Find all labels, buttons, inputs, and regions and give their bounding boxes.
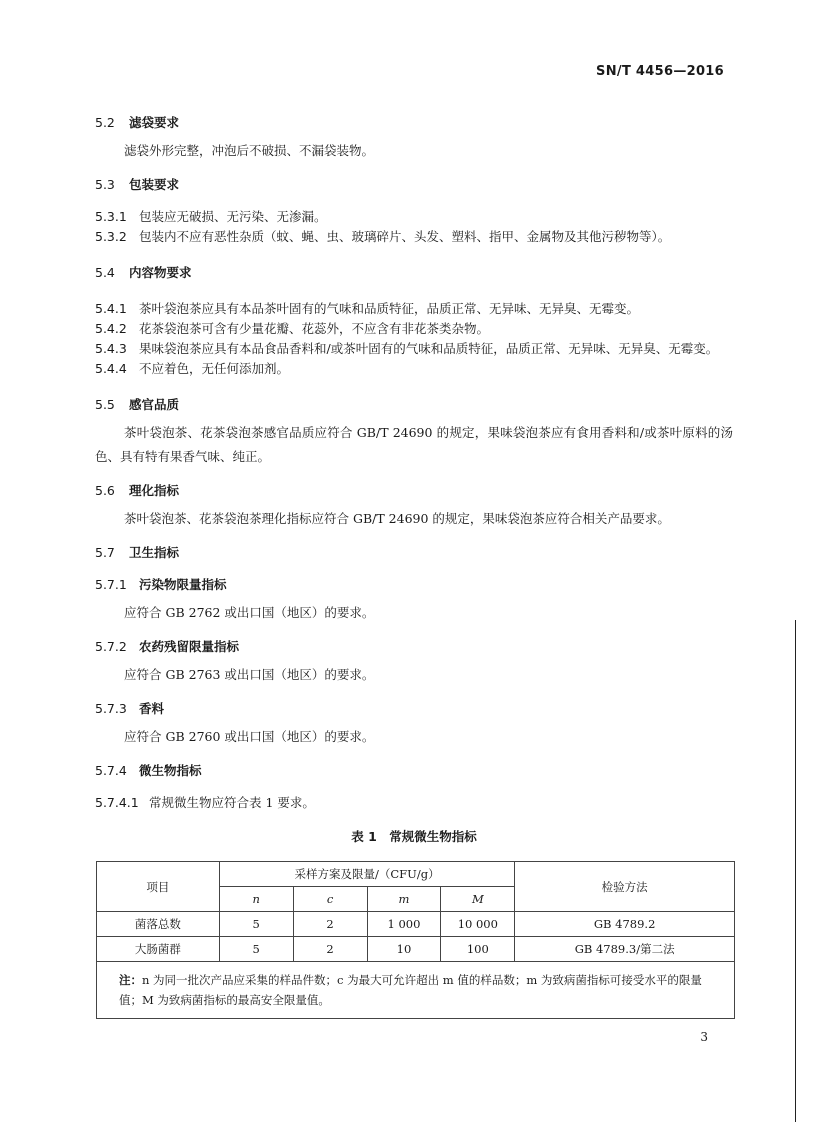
subheader-n: n xyxy=(219,887,293,912)
table-note xyxy=(97,962,735,1019)
subsection-heading: 5.7.1 污染物限量指标 xyxy=(95,577,227,592)
table-row xyxy=(97,912,735,937)
table-caption: 表 1 常规微生物指标 xyxy=(351,829,477,844)
col-header-sampling: 采样方案及限量/（CFU/g） xyxy=(219,862,515,887)
col-header-method: 检验方法 xyxy=(515,862,735,912)
section-heading: 5.2 滤袋要求 xyxy=(95,115,180,130)
section-text: 应符合 GB 2763 或出口国（地区）的要求。 xyxy=(124,667,375,682)
table-row xyxy=(97,937,735,962)
standard-code: SN/T 4456—2016 xyxy=(596,64,724,79)
cell-c: 2 xyxy=(293,912,367,937)
section-text: 应符合 GB 2760 或出口国（地区）的要求。 xyxy=(124,729,375,744)
section-heading: 5.3 包装要求 xyxy=(95,177,180,192)
list-item: 5.3.2 包装内不应有恶性杂质（蚊、蝇、虫、玻璃碎片、头发、塑料、指甲、金属物及其他污秽物等）。 xyxy=(95,229,671,244)
list-item: 5.4.2 花茶袋泡茶可含有少量花瓣、花蕊外，不应含有非花茶类杂物。 xyxy=(95,321,490,336)
note-text: n 为同一批次产品应采集的样品件数；c 为最大可允许超出 m 值的样品数；m 为致病菌指标可接受水平的限量值；M 为致病菌指标的最高安全限量值。 xyxy=(119,973,702,1007)
cell-n: 5 xyxy=(219,937,293,962)
cell-m: 10 xyxy=(367,937,441,962)
note-label: 注： xyxy=(119,973,142,987)
subsection-heading: 5.7.2 农药残留限量指标 xyxy=(95,639,240,654)
section-heading: 5.6 理化指标 xyxy=(95,483,180,498)
section-text: 茶叶袋泡茶、花茶袋泡茶理化指标应符合 GB/T 24690 的规定，果味袋泡茶应符合相关产品要求。 xyxy=(124,511,670,526)
cell-M: 100 xyxy=(441,937,515,962)
scan-edge-line xyxy=(795,620,796,1122)
section-heading: 5.4 内容物要求 xyxy=(95,265,192,280)
section-text: 茶叶袋泡茶、花茶袋泡茶感官品质应符合 GB/T 24690 的规定，果味袋泡茶应有食用香料和/或茶叶原料的汤色、具有特有果香气味、纯正。 xyxy=(95,425,733,464)
cell-method: GB 4789.3/第二法 xyxy=(515,937,735,962)
cell-m: 1 000 xyxy=(367,912,441,937)
document-body xyxy=(95,113,733,1019)
subsection-heading: 5.7.3 香料 xyxy=(95,701,165,716)
page-number: 3 xyxy=(700,1030,708,1044)
cell-c: 2 xyxy=(293,937,367,962)
list-item: 5.7.4.1 常规微生物应符合表 1 要求。 xyxy=(95,795,315,810)
subheader-m: m xyxy=(367,887,441,912)
microbe-table xyxy=(96,861,735,1019)
list-item: 5.3.1 包装应无破损、无污染、无渗漏。 xyxy=(95,209,327,224)
cell-method: GB 4789.2 xyxy=(515,912,735,937)
cell-name: 菌落总数 xyxy=(97,912,220,937)
section-text: 滤袋外形完整，冲泡后不破损、不漏袋装物。 xyxy=(124,143,375,158)
subsection-heading: 5.7.4 微生物指标 xyxy=(95,763,202,778)
cell-name: 大肠菌群 xyxy=(97,937,220,962)
subheader-M: M xyxy=(441,887,515,912)
cell-n: 5 xyxy=(219,912,293,937)
list-item: 5.4.1 茶叶袋泡茶应具有本品茶叶固有的气味和品质特征，品质正常、无异味、无异臭、无霉变。 xyxy=(95,301,640,316)
cell-M: 10 000 xyxy=(441,912,515,937)
subheader-c: c xyxy=(293,887,367,912)
section-heading: 5.7 卫生指标 xyxy=(95,545,180,560)
section-heading: 5.5 感官品质 xyxy=(95,397,180,412)
col-header-item: 项目 xyxy=(97,862,220,912)
section-text: 应符合 GB 2762 或出口国（地区）的要求。 xyxy=(124,605,375,620)
list-item: 5.4.3 果味袋泡茶应具有本品食品香料和/或茶叶固有的气味和品质特征，品质正常、无异味、无异臭、无霉变。 xyxy=(95,341,719,356)
list-item: 5.4.4 不应着色，无任何添加剂。 xyxy=(95,361,290,376)
